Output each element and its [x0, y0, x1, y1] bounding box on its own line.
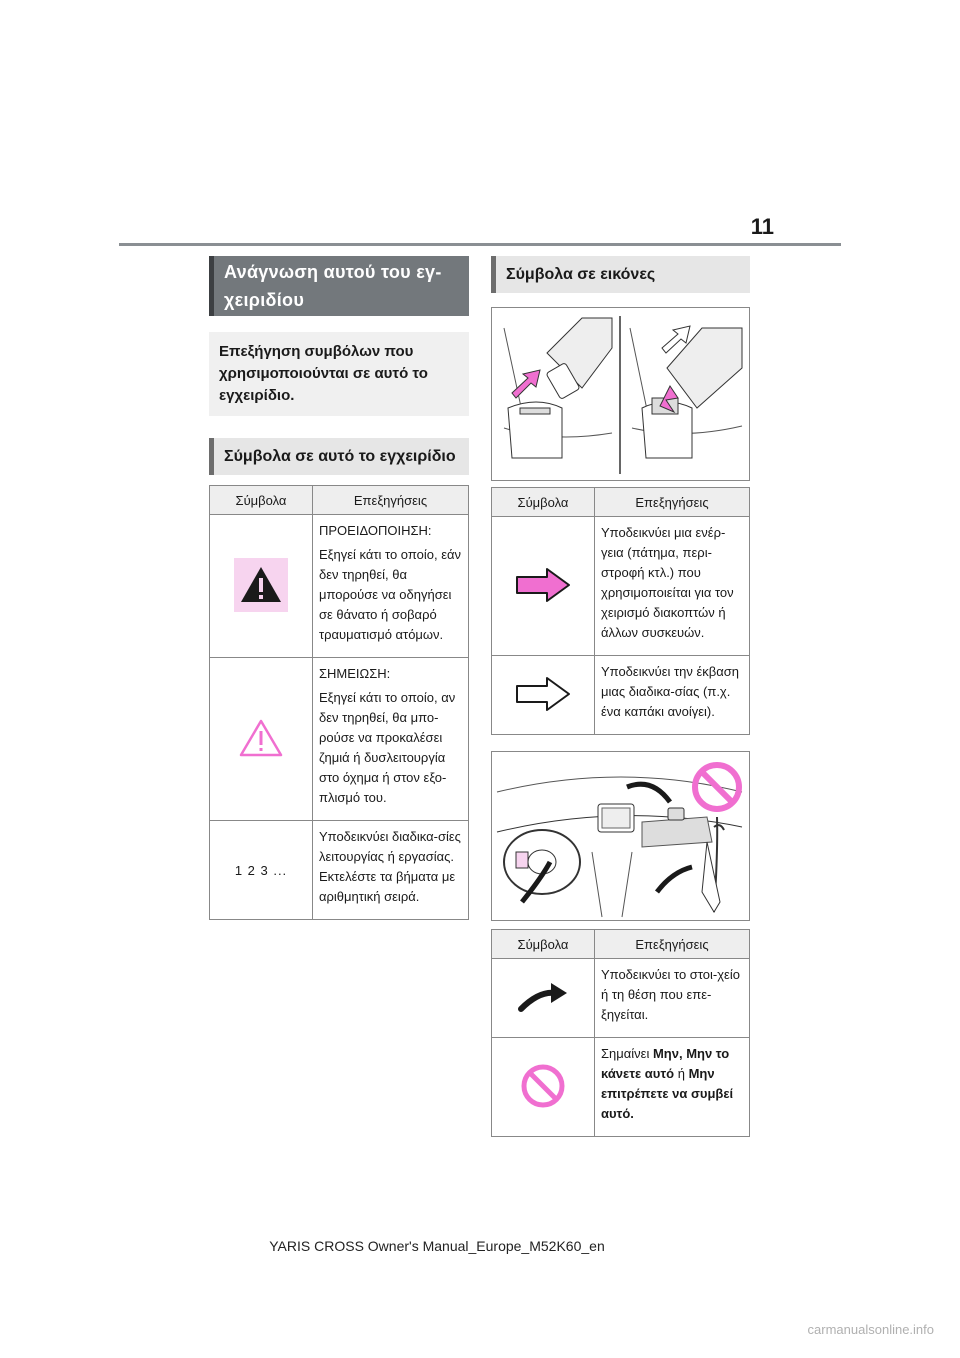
- prohibition-text-bold1: Μην, Μην το κάνετε αυτό: [601, 1046, 730, 1081]
- symbol-cell: [492, 656, 595, 735]
- table-row: [210, 658, 469, 821]
- table-row: [210, 821, 469, 920]
- result-arrow-outline-icon: [515, 676, 571, 712]
- explanation-cell: [313, 515, 469, 658]
- step-numbers-icon: 1 2 3 ...: [234, 862, 288, 878]
- table-row: [492, 517, 750, 656]
- explanation-cell: [595, 656, 750, 735]
- table-row: [492, 656, 750, 735]
- subsection-title-illustration-symbols: Σύμβολα σε εικόνες: [491, 256, 750, 293]
- symbol-cell: [492, 959, 595, 1038]
- notice-head: ΣΗΜΕΙΩΣΗ:: [319, 666, 391, 681]
- table-row: [210, 515, 469, 658]
- action-arrow-filled-icon: [515, 567, 571, 603]
- symbol-cell: [210, 821, 313, 920]
- right-column: [491, 256, 750, 1137]
- col-symbol: Σύμβολα: [210, 486, 313, 515]
- footer-text: YARIS CROSS Owner's Manual_Europe_M52K60_en: [269, 1238, 605, 1254]
- page-number: 11: [750, 214, 774, 239]
- symbol-cell: [210, 658, 313, 821]
- col-explanations: Επεξηγήσεις: [595, 930, 750, 959]
- section-title-line1: Ανάγνωση αυτού του εγ-: [224, 262, 442, 282]
- explanation-cell: [313, 658, 469, 821]
- symbol-cell: [492, 1038, 595, 1137]
- explanation-cell: [595, 959, 750, 1038]
- explanation-cell: [595, 517, 750, 656]
- subsection-title-manual-symbols: Σύμβολα σε αυτό το εγχειρίδιο: [209, 438, 469, 475]
- steps-text: Υποδεικνύει διαδικα-σίες λειτουργίας ή εργασίας. Εκτελέστε τα βήματα με αριθμητική σειρά.: [319, 829, 461, 904]
- explanation-cell: [313, 821, 469, 920]
- seatbelt-illustration-drawing: [492, 308, 749, 480]
- col-symbol: Σύμβολα: [492, 930, 595, 959]
- warning-triangle-filled-icon: [234, 558, 288, 612]
- table-header-row: [492, 930, 750, 959]
- prohibition-text: [601, 1044, 743, 1124]
- warning-head: ΠΡΟΕΙΔΟΠΟΙΗΣΗ:: [319, 523, 432, 538]
- col-explanations: Επεξηγήσεις: [595, 488, 750, 517]
- pointer-arrow-text: Υποδεικνύει το στοι-χείο ή τη θέση που επε-ξηγείται.: [601, 967, 740, 1022]
- explanation-cell: [595, 1038, 750, 1137]
- table-header-row: [492, 488, 750, 517]
- seatbelt-illustration: [491, 307, 750, 481]
- action-arrow-text: Υποδεικνύει μια ενέρ-γεια (πάτημα, περι-στροφή κτλ.) που χρησιμοποιείται για τον χειρισμό διακοπτών ή άλλων συσκευών.: [601, 525, 734, 640]
- watermark: carmanualsonline.info: [807, 1322, 934, 1337]
- illustration-symbols-table: [491, 487, 750, 735]
- dashboard-illustration: [491, 751, 750, 921]
- section-title: [209, 256, 469, 316]
- header-rule: [119, 243, 841, 246]
- col-explanations: Επεξηγήσεις: [313, 486, 469, 515]
- illustration-symbols-table-2: [491, 929, 750, 1137]
- left-column: [209, 256, 469, 920]
- warning-text: Εξηγεί κάτι το οποίο, εάν δεν τηρηθεί, θα μπορούσε να οδηγήσει σε θάνατο ή σοβαρό τραυματισμό ατόμων.: [319, 547, 462, 642]
- table-row: [492, 959, 750, 1038]
- intro-text: Επεξήγηση συμβόλων που χρησιμοποιούνται σε αυτό το εγχειρίδιο.: [209, 332, 469, 416]
- prohibition-text-bold2: Μην επιτρέπετε να συμβεί αυτό.: [601, 1066, 734, 1121]
- table-header-row: [210, 486, 469, 515]
- pointer-curved-arrow-icon: [517, 979, 569, 1015]
- result-arrow-text: Υποδεικνύει την έκβαση μιας διαδικα-σίας (π.χ. ένα καπάκι ανοίγει).: [601, 664, 740, 719]
- caution-triangle-outline-icon: [238, 718, 284, 758]
- section-title-line2: χειριδίου: [224, 290, 305, 310]
- prohibition-icon: [519, 1062, 567, 1110]
- symbol-cell: [210, 515, 313, 658]
- table-row: [492, 1038, 750, 1137]
- prohibition-text-prefix: Σημαίνει: [601, 1046, 653, 1061]
- dashboard-illustration-drawing: [492, 752, 749, 920]
- prohibition-text-mid: ή: [674, 1066, 689, 1081]
- manual-symbols-table: [209, 485, 469, 920]
- notice-text: Εξηγεί κάτι το οποίο, αν δεν τηρηθεί, θα μπο-ρούσε να προκαλέσει ζημιά ή δυσλειτουργία στο όχημα ή στον εξο-πλισμό του.: [319, 690, 456, 805]
- col-symbol: Σύμβολα: [492, 488, 595, 517]
- footer: [0, 1238, 700, 1254]
- symbol-cell: [492, 517, 595, 656]
